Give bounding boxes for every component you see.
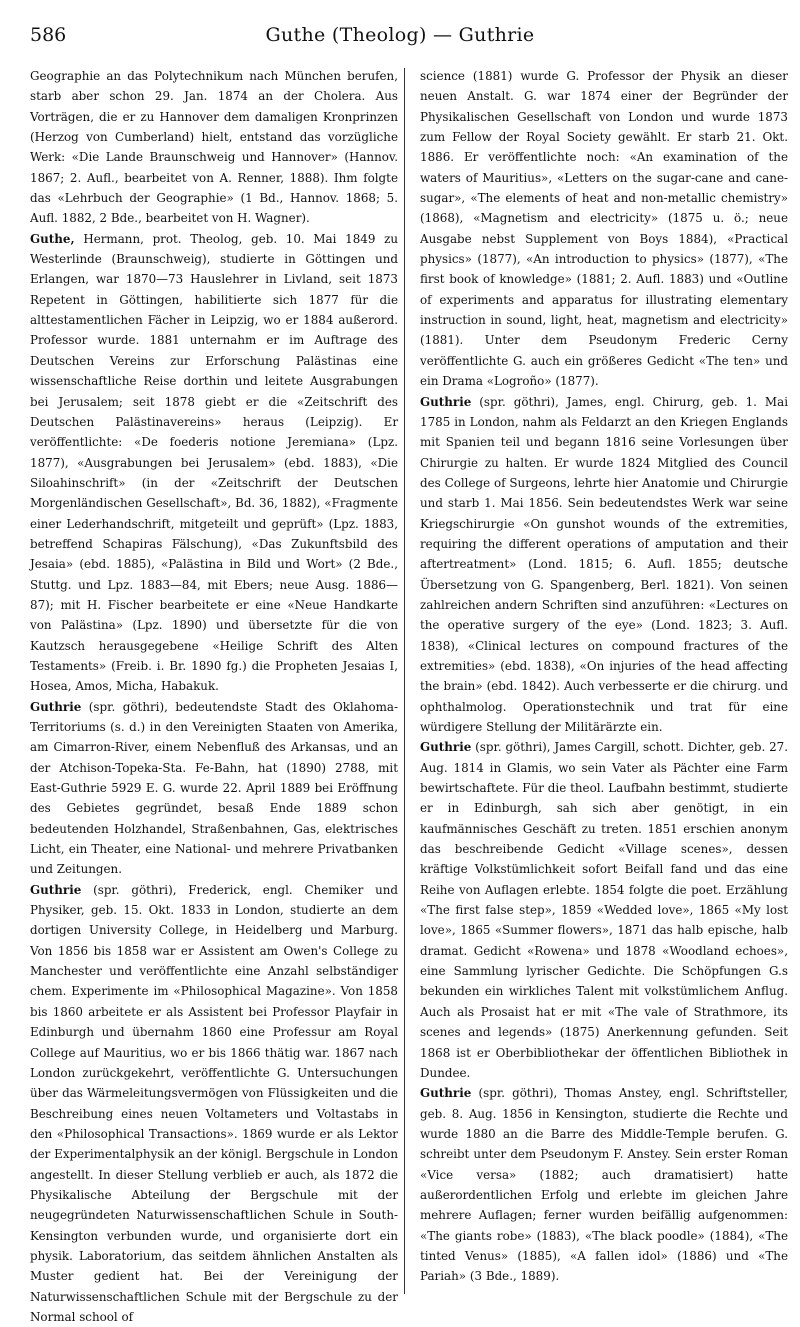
entry-guthrie-thomas-anstey <box>420 1083 788 1286</box>
entry-text: (spr. göthri), Frederick, engl. Chemiker und Physiker, geb. 15. Okt. 1833 in London, studierte an dem dortigen University College, in Heidelberg und Marburg. Von 1856 bis 1858 war er Assistent am Owen's College zu Manchester und veröffentlichte eine Anzahl selbständiger chem. Experimente im «Philosophical Magazine». Von 1858 bis 1860 arbeitete er als Assistent bei Professor Playfair in Edinburgh und übernahm 1860 eine Professur am Royal College auf Mauritius, wo er bis 1866 thätig war. 1867 nach London zurückgekehrt, veröffentlichte G. Untersuchungen über das Wärmeleitungsvermögen von Flüssigkeiten und die Beschreibung eines neuen Voltameters und Voltastabs in den «Philosophical Transactions». 1869 wurde er als Lektor der Experimentalphysik an der königl. Bergschule in London angestellt. In dieser Stellung verblieb er auch, als 1872 die Physikalische Abteilung der Bergschule mit der neugegründeten Naturwissenschaftlichen Schule in South-Kensington verbunden wurde, und organisierte dort ein physik. Laboratorium, das seitdem ähnlichen Anstalten als Muster gedient hat. Bei der Vereinigung der Naturwissenschaftlichen Schule mit der Bergschule zu der Normal school of <box>30 882 398 1324</box>
entry-headword: Guthrie <box>420 1086 472 1101</box>
page-header <box>30 14 770 54</box>
entry-text: (spr. göthri), Thomas Anstey, engl. Schriftsteller, geb. 8. Aug. 1856 in Kensington, studierte die Rechte und wurde 1880 an die Barre des Middle-Temple berufen. G. schreibt unter dem Pseudonym F. Anstey. Sein erster Roman «Vice versa» (1882; auch dramatisiert) hatte außerordentlichen Erfolg und erlebte im gleichen Jahre mehrere Auflagen; ferner wurden beifällig aufgenommen: «The giants robe» (1883), «The black poodle» (1884), «The tinted Venus» (1885), «A fallen idol» (1886) und «The Pariah» (3 Bde., 1889). <box>420 1086 788 1284</box>
entry-text: (spr. göthri), James, engl. Chirurg, geb. 1. Mai 1785 in London, nahm als Feldarzt an den Kriegen Englands mit Spanien teil und begann 1816 seine Vorlesungen über Chirurgie zu halten. Er wurde 1824 Mitglied des Council des College of Surgeons, lehrte hier Anatomie und Chirurgie und starb 1. Mai 1856. Sein bedeutendstes Werk war seine Kriegschirurgie «On gunshot wounds of the extremities, requiring the different operations of amputation and their aftertreatment» (Lond. 1815; 6. Aufl. 1855; deutsche Übersetzung von G. Spangenberg, Berl. 1821). Von seinen zahlreichen andern Schriften sind anzuführen: «Lectures on the operative surgery of the eye» (Lond. 1823; 3. Aufl. 1838), «Clinical lectures on compound fractures of the extremities» (ebd. 1838), «On injuries of the head affecting the brain» (ebd. 1842). Auch verbesserte er die chirurg. und ophthalmolog. Operationstechnik und trat für eine würdigere Stellung der Militärärzte ein. <box>420 394 788 734</box>
page-number: 586 <box>30 24 67 46</box>
entry-guthe-hermann <box>30 229 398 697</box>
entry-headword: Guthrie <box>420 394 472 409</box>
continued-paragraph: science (1881) wurde G. Professor der Physik an dieser neuen Anstalt. G. war 1874 einer der Begründer der Physikalischen Gesellschaft von London und wurde 1873 zum Fellow der Royal Society gewählt. Er starb 21. Okt. 1886. Er veröffentlichte noch: «An examination of the waters of Mauritius», «Letters on the sugar-cane and cane-sugar», «The elements of heat and non-metallic chemistry» (1868), «Magnetism and electricity» (1875 u. ö.; neue Ausgabe nebst Supplement von Boys 1884), «Practical physics» (1877), «An introduction to physics» (1877), «The first book of knowledge» (1881; 2. Aufl. 1883) und «Outline of experiments and apparatus for illustrating elementary instruction in sound, light, heat, magnetism and electricity» (1881). Unter dem Pseudonym Frederic Cerny veröffentlichte G. auch ein größeres Gedicht «The ten» und ein Drama «Logroño» (1877). <box>420 69 788 389</box>
running-head: Guthe (Theolog) — Guthrie <box>265 24 535 46</box>
entry-text: (spr. göthri), James Cargill, schott. Dichter, geb. 27. Aug. 1814 in Glamis, wo sein Vater als Pächter eine Farm bewirtschaftete. Für die theol. Laufbahn bestimmt, studierte er in Edinburgh, sah sich aber genötigt, in ein kaufmännisches Geschäft zu treten. 1851 erschien anonym das beschreibende Gedicht «Village scenes», dessen kräftige Volkstümlichkeit sofort Beifall fand und das eine Reihe von Auflagen erlebte. 1854 folgte die poet. Erzählung «The first false step», 1859 «Wedded love», 1865 «My lost love», 1865 «Summer flowers», 1871 das halb epische, halb dramat. Gedicht «Rowena» und 1878 «Woodland echoes», eine Sammlung lyrischer Gedichte. Die Schöpfungen G.s bekunden ein wirkliches Talent mit volkstümlichem Anflug. Auch als Prosaist hat er mit «The vale of Strathmore, its scenes and legends» (1875) Anerkennung gefunden. Seit 1868 ist er Oberbibliothekar der öffentlichen Bibliothek in Dundee. <box>420 740 788 1080</box>
continued-paragraph: Geographie an das Polytechnikum nach München berufen, starb aber schon 29. Jan. 1874 an der Cholera. Aus Vorträgen, die er zu Hannover dem damaligen Kronprinzen (Herzog von Cumberland) hielt, entstand das vorzügliche Werk: «Die Lande Braunschweig und Hannover» (Hannov. 1867; 2. Aufl., bearbeitet von A. Renner, 1888). Ihm folgte das «Lehrbuch der Geographie» (1 Bd., Hannov. 1868; 5. Aufl. 1882, 2 Bde., bearbeitet von H. Wagner). <box>30 69 398 226</box>
entry-guthrie-james-cargill <box>420 737 788 1083</box>
entry-guthrie-frederick <box>30 880 398 1327</box>
right-column <box>420 66 788 1287</box>
entry-headword: Guthrie <box>30 882 82 897</box>
entry-headword: Guthrie <box>420 740 472 755</box>
column-divider <box>404 68 405 1294</box>
left-column <box>30 66 398 1327</box>
entry-headword: Guthrie <box>30 699 82 714</box>
entry-text: Hermann, prot. Theolog, geb. 10. Mai 1849 zu Westerlinde (Braunschweig), studierte in Göttingen und Erlangen, war 1870—73 Hauslehrer in Livland, seit 1873 Repetent in Göttingen, habilitierte sich 1877 für die alttestamentlichen Fächer in Leipzig, wo er 1884 außerord. Professor wurde. 1881 unternahm er im Auftrage des Deutschen Vereins zur Erforschung Palästinas eine wissenschaftliche Reise dorthin und leitete Ausgrabungen bei Jerusalem; seit 1878 giebt er die «Zeitschrift des Deutschen Palästinavereins» heraus (Leipzig). Er veröffentlichte: «De foederis notione Jeremiana» (Lpz. 1877), «Ausgrabungen bei Jerusalem» (ebd. 1883), «Die Siloahinschrift» (in der «Zeitschrift der Deutschen Morgenländischen Gesellschaft», Bd. 36, 1882), «Fragmente einer Lederhandschrift, mitgeteilt und geprüft» (Lpz. 1883, betreffend Schapiras Fälschung), «Das Zukunftsbild des Jesaia» (ebd. 1885), «Palästina in Bild und Wort» (2 Bde., Stuttg. und Lpz. 1883—84, mit Ebers; neue Ausg. 1886—87); mit H. Fischer bearbeitete er eine «Neue Handkarte von Palästina» (Lpz. 1890) und übersetzte für die von Kautzsch herausgegebene «Heilige Schrift des Alten Testaments» (Freib. i. Br. 1890 fg.) die Propheten Jesaias I, Hosea, Amos, Micha, Habakuk. <box>30 231 398 694</box>
entry-guthrie-james <box>420 392 788 738</box>
entry-guthrie-city <box>30 697 398 880</box>
entry-headword: Guthe, <box>30 231 75 246</box>
entry-text: (spr. göthri), bedeutendste Stadt des Oklahoma-Territoriums (s. d.) in den Vereinigten Staaten von Amerika, am Cimarron-River, einem Nebenfluß des Arkansas, und an der Atchison-Topeka-Sta. Fe-Bahn, hat (1890) 2788, mit East-Guthrie 5929 E. G. wurde 22. April 1889 bei Eröffnung des Gebietes gegründet, besaß Ende 1889 schon bedeutenden Holzhandel, Straßenbahnen, Gas, elektrisches Licht, ein Theater, eine National- und mehrere Privatbanken und Zeitungen. <box>30 699 398 877</box>
